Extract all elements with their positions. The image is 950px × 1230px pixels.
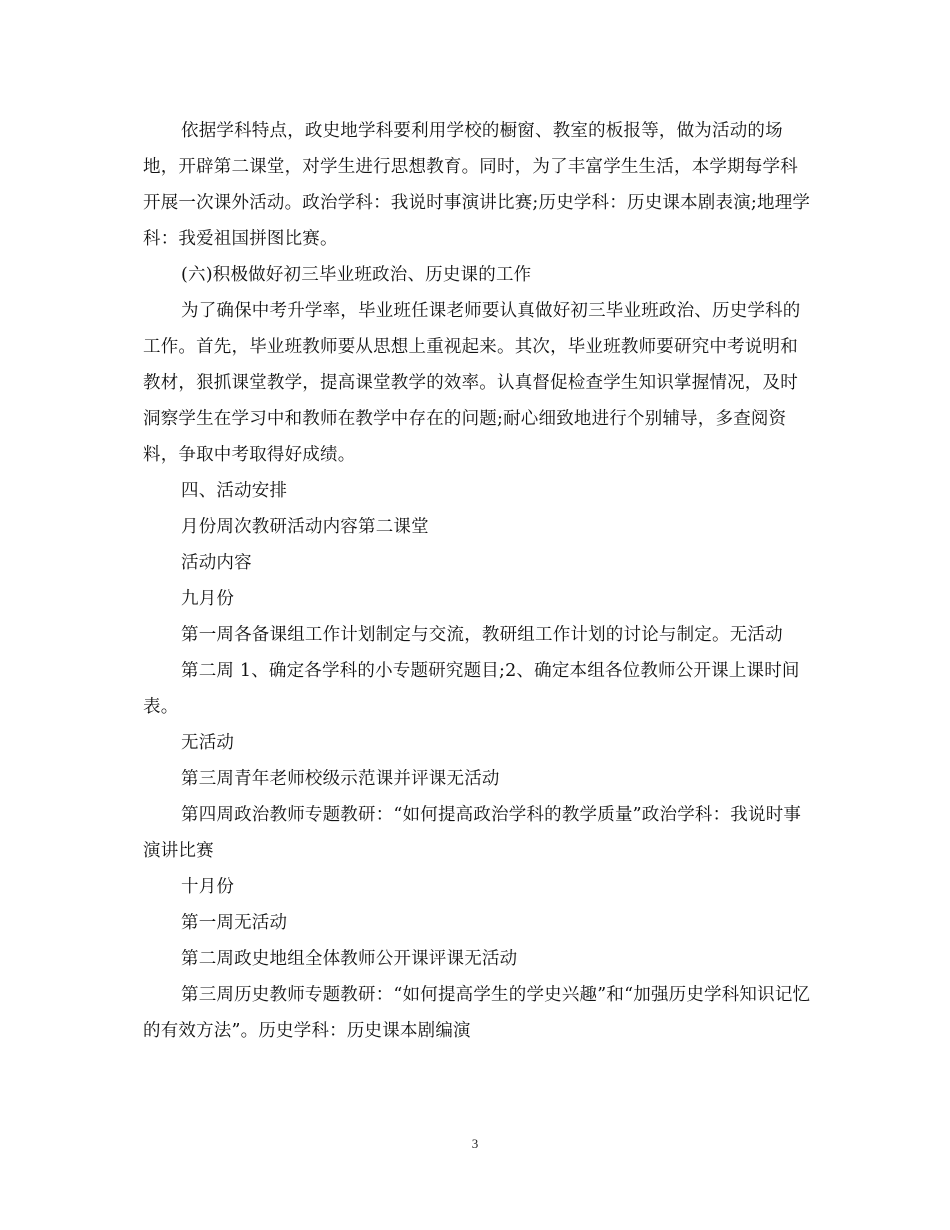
month-october: 十月份 <box>181 877 235 897</box>
october-week-2: 第二周政史地组全体教师公开课评课无活动 <box>181 949 518 969</box>
september-week-4: 第四周政治教师专题教研：“如何提高政治学科的教学质量”政治学科：我说时事演讲比赛 <box>143 805 802 861</box>
september-week-2: 第二周 1、确定各学科的小专题研究题目;2、确定本组各位教师公开课上课时间表。 <box>143 661 800 717</box>
body-text <box>143 113 811 1049</box>
schedule-header: 月份周次教研活动内容第二课堂 <box>181 517 429 537</box>
september-week-1: 第一周各备课组工作计划制定与交流，教研组工作计划的讨论与制定。无活动 <box>181 625 783 645</box>
month-september: 九月份 <box>181 589 235 609</box>
paragraph-activity-venues: 依据学科特点，政史地学科要利用学校的橱窗、教室的板报等，做为活动的场地，开辟第二课堂，对学生进行思想教育。同时，为了丰富学生生活，本学期每学科开展一次课外活动。政治学科：我说时事演讲比赛;历史学科：历史课本剧表演;地理学科：我爱祖国拼图比赛。 <box>143 121 811 249</box>
heading-graduating-class-work: (六)积极做好初三毕业班政治、历史课的工作 <box>181 265 532 285</box>
paragraph-graduating-class: 为了确保中考升学率，毕业班任课老师要认真做好初三毕业班政治、历史学科的工作。首先，毕业班教师要从思想上重视起来。其次，毕业班教师要研究中考说明和教材，狠抓课堂教学，提高课堂教学的效率。认真督促检查学生知识掌握情况，及时洞察学生在学习中和教师在教学中存在的问题;耐心细致地进行个别辅导，多查阅资料，争取中考取得好成绩。 <box>143 301 801 465</box>
october-week-1: 第一周无活动 <box>181 913 288 933</box>
page-number: 3 <box>471 1136 479 1151</box>
october-week-3: 第三周历史教师专题教研：“如何提高学生的学史兴趣”和“加强历史学科知识记忆的有效方法”。历史学科：历史课本剧编演 <box>143 985 811 1041</box>
heading-activity-schedule: 四、活动安排 <box>181 481 288 501</box>
september-week-2-activity: 无活动 <box>181 733 235 753</box>
schedule-header-continued: 活动内容 <box>181 553 252 573</box>
september-week-3: 第三周青年老师校级示范课并评课无活动 <box>181 769 500 789</box>
